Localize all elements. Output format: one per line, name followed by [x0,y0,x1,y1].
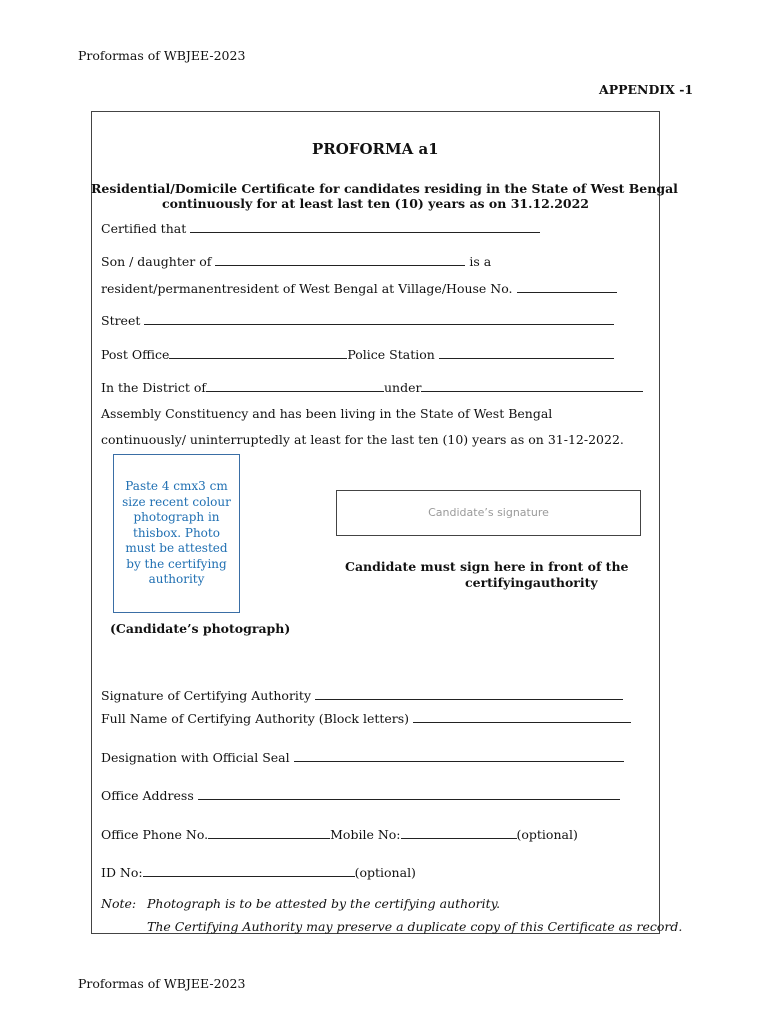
police-station-label: Police Station [347,347,435,362]
office-address-row [101,788,620,803]
post-office-label: Post Office [101,347,170,362]
appendix-label: APPENDIX -1 [599,82,694,97]
street-blank[interactable] [144,314,614,325]
id-blank[interactable] [143,866,355,877]
full-name-label: Full Name of Certifying Authority (Block letters) [101,711,410,726]
office-address-blank[interactable] [198,789,620,800]
under-blank[interactable] [421,381,643,392]
id-row [101,865,416,880]
note-line-2: The Certifying Authority may preserve a duplicate copy of this Certificate as record. [147,919,683,934]
full-name-blank[interactable] [413,712,631,723]
continuously-line: continuously/ uninterruptedly at least for the last ten (10) years as on 31-12-2022. [101,432,624,447]
note-label: Note: [101,896,137,911]
sig-authority-label: Signature of Certifying Authority [101,688,312,703]
phone-row [101,827,578,842]
under-label: under [384,380,422,395]
photo-box: Paste 4 cmx3 cm size recent colour photograph in thisbox. Photo must be attested by the certifying authority [113,454,240,613]
sign-note-line-2: certifyingauthority [465,575,598,590]
note-line-1: Photograph is to be attested by the certifying authority. [147,896,501,911]
parent-name-blank[interactable] [215,255,465,266]
office-phone-label: Office Phone No. [101,827,209,842]
subtitle-line-1: Residential/Domicile Certificate for candidates residing in the State of West Bengal [91,181,678,196]
police-station-blank[interactable] [439,348,614,359]
house-no-blank[interactable] [517,282,617,293]
designation-blank[interactable] [294,751,624,762]
certified-that-label: Certified that [101,221,187,236]
office-address-label: Office Address [101,788,194,803]
id-label: ID No: [101,865,143,880]
sig-authority-blank[interactable] [315,689,623,700]
header-left: Proformas of WBJEE-2023 [78,48,246,63]
mobile-label: Mobile No: [330,827,401,842]
optional-label-1: (optional) [516,827,578,842]
street-row [101,313,614,328]
son-daughter-label: Son / daughter of [101,254,212,269]
assembly-line: Assembly Constituency and has been living in the State of West Bengal [101,406,553,421]
district-blank[interactable] [206,381,384,392]
resident-row [101,281,617,296]
candidate-signature-box[interactable]: Candidate’s signature [336,490,641,536]
street-label: Street [101,313,141,328]
sig-authority-row [101,688,623,703]
mobile-blank[interactable] [401,828,517,839]
office-phone-blank[interactable] [208,828,330,839]
certified-that-row [101,221,540,236]
certified-name-blank[interactable] [190,222,540,233]
designation-label: Designation with Official Seal [101,750,290,765]
son-daughter-row [101,254,491,269]
form-title: PROFORMA a1 [312,140,439,158]
optional-label-2: (optional) [354,865,416,880]
sign-note-line-1: Candidate must sign here in front of the [345,559,629,574]
footer-left: Proformas of WBJEE-2023 [78,976,246,991]
post-police-row [101,347,614,362]
full-name-row [101,711,631,726]
photo-caption: (Candidate’s photograph) [110,621,291,636]
district-label: In the District of [101,380,206,395]
subtitle-line-2: continuously for at least last ten (10) years as on 31.12.2022 [162,196,589,211]
resident-label: resident/permanentresident of West Bengal at Village/House No. [101,281,513,296]
is-a-label: is a [469,254,492,269]
designation-row [101,750,624,765]
post-office-blank[interactable] [169,348,347,359]
district-row [101,380,643,395]
